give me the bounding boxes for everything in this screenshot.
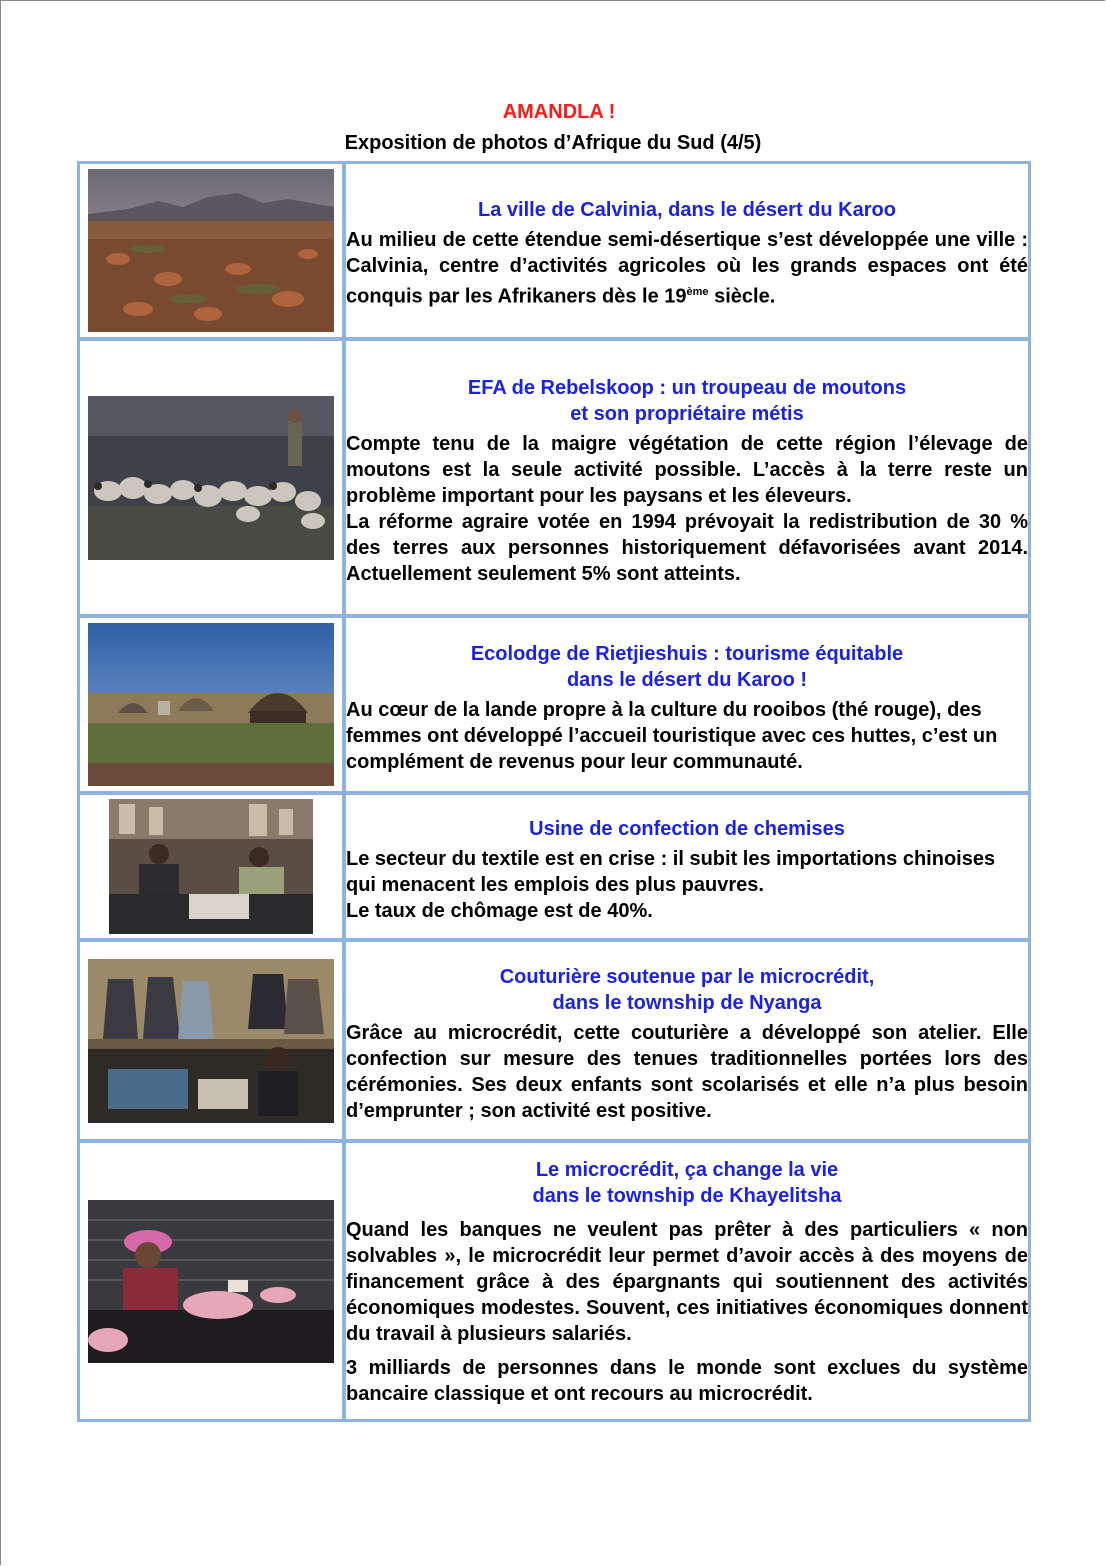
row-title [346, 197, 1028, 223]
text-cell [344, 940, 1030, 1141]
table-row [78, 162, 1030, 339]
row-title [346, 641, 1028, 693]
karoo-desert-landscape-photo [88, 169, 334, 332]
row-title-line: et son propriétaire métis [570, 402, 804, 425]
market-vendor-photo [88, 1200, 334, 1363]
row-paragraph: Quand les banques ne veulent pas prêter à des particuliers « non solvables », le microcrédit leur permet d’avoir accès à des moyens de financement grâce à des épargnants qui soutiennent des activités économiques modestes. Souvent, ces initiatives économiques donnent du travail à plusieurs salariés. [346, 1219, 1028, 1345]
row-title-line: dans le township de Nyanga [552, 991, 822, 1014]
row-paragraph: Compte tenu de la maigre végétation de cette région l’élevage de moutons est la seule activité possible. L’accès à la terre reste un problème important pour les paysans et les éleveurs. [346, 432, 1028, 507]
row-paragraph: Le taux de chômage est de 40%. [346, 899, 653, 922]
row-title-line: dans le désert du Karoo ! [566, 668, 808, 691]
row-title-line: Couturière soutenue par le microcrédit, [499, 965, 875, 988]
page-title: AMANDLA ! [502, 101, 616, 123]
row-title [346, 375, 1028, 427]
table-row [78, 616, 1030, 793]
row-paragraph-end: siècle. [708, 285, 776, 308]
row-paragraph: Le secteur du textile est en crise : il subit les importations chinoises qui menacent les emplois des plus pauvres. [346, 847, 996, 896]
row-title [346, 964, 1028, 1016]
sheep-flock-photo [88, 396, 334, 560]
row-title [346, 1157, 1028, 1209]
row-paragraph: 3 milliards de personnes dans le monde sont exclues du système bancaire classique et ont recours au microcrédit. [346, 1357, 1028, 1405]
photo-cell [78, 1141, 344, 1421]
photo-cell [78, 339, 344, 616]
row-title-line: Usine de confection de chemises [529, 817, 845, 840]
text-cell [344, 162, 1030, 339]
shirt-factory-photo [109, 799, 313, 934]
row-title-line: Le microcrédit, ça change la vie [535, 1159, 839, 1181]
row-paragraph: Au cœur de la lande propre à la culture du rooibos (thé rouge), des femmes ont développé l’accueil touristique avec ces huttes, c’est un complément de revenus pour leur communauté. [346, 698, 998, 773]
text-cell [344, 1141, 1030, 1421]
row-paragraph-text: Au milieu de cette étendue semi-désertique s’est développée une ville : Calvinia, centre d’activités agricoles où les grands espaces ont été conquis par les Afrikaners dès le 19 [346, 229, 1028, 308]
row-paragraph: La réforme agraire votée en 1994 prévoyait la redistribution de 30 % des terres aux personnes historiquement défavorisées avant 2014. Actuellement seulement 5% sont atteints. [346, 510, 1028, 585]
row-title-line: Ecolodge de Rietjieshuis : tourisme équitable [470, 642, 904, 665]
table-row [78, 339, 1030, 616]
seamstress-workshop-photo [88, 959, 334, 1123]
page-subtitle: Exposition de photos d’Afrique du Sud (4/5) [344, 132, 762, 154]
table-row [78, 793, 1030, 940]
row-paragraph [346, 227, 1028, 310]
text-cell [344, 793, 1030, 940]
row-title [346, 816, 1028, 842]
superscript: ème [686, 286, 709, 299]
photo-table [77, 161, 1031, 1422]
photo-cell [78, 793, 344, 940]
table-row [78, 1141, 1030, 1421]
row-title-line: EFA de Rebelskoop : un troupeau de moutons [467, 376, 907, 399]
row-title-line: dans le township de Khayelitsha [532, 1185, 842, 1207]
photo-cell [78, 616, 344, 793]
text-cell [344, 339, 1030, 616]
row-paragraph: Grâce au microcrédit, cette couturière a développé son atelier. Elle confection sur mesure des tenues traditionnelles portées lors des cérémonies. Ses deux enfants sont scolarisés et elle n’a plus besoin d’emprunter ; son activité est positive. [346, 1021, 1028, 1122]
photo-cell [78, 940, 344, 1141]
photo-cell [78, 162, 344, 339]
text-cell [344, 616, 1030, 793]
row-title-line: La ville de Calvinia, dans le désert du Karoo [478, 199, 896, 222]
table-row [78, 940, 1030, 1141]
ecolodge-huts-photo [88, 623, 334, 786]
